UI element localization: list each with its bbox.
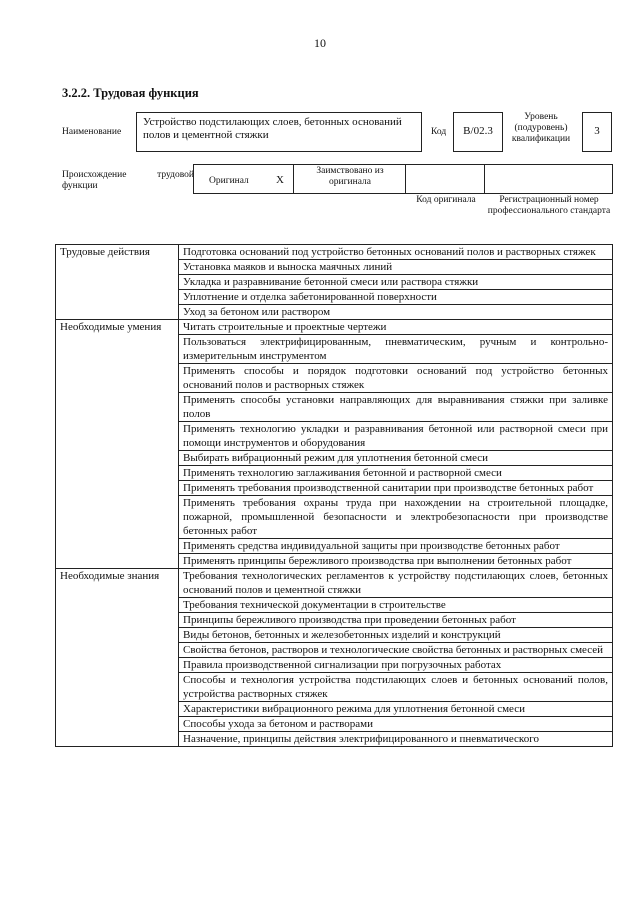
table-cell: Уход за бетоном или раствором	[179, 305, 613, 320]
table-cell: Выбирать вибрационный режим для уплотнения бетонной смеси	[179, 451, 613, 466]
table-cell: Применять технологию заглаживания бетонной и растворной смеси	[179, 466, 613, 481]
table-cell: Применять требования производственной санитарии при производстве бетонных работ	[179, 481, 613, 496]
origin-label: Происхождение трудовой функции	[62, 170, 194, 191]
table-cell: Принципы бережливого производства при проведении бетонных работ	[179, 613, 613, 628]
borrowed-label: Заимствовано из оригинала	[316, 166, 384, 187]
code-value: B/02.3	[453, 112, 503, 152]
table-cell: Виды бетонов, бетонных и железобетонных изделий и конструкций	[179, 628, 613, 643]
level-label: Уровень (подуровень) квалификации	[511, 112, 571, 144]
level-value: 3	[582, 112, 612, 152]
table-cell: Характеристики вибрационного режима для уплотнения бетонной смеси	[179, 702, 613, 717]
table-row	[56, 569, 613, 598]
origin-divider	[484, 164, 485, 194]
table-row	[56, 320, 613, 335]
original-label: Оригинал	[209, 176, 249, 186]
table-row	[56, 245, 613, 260]
table-cell: Требования технологических регламентов к устройству подстилающих слоев, бетонных оснований полов и цементной стяжки	[179, 569, 613, 598]
code-original-label: Код оригинала	[416, 195, 476, 205]
table-cell: Свойства бетонов, растворов и технологические свойства бетонных и растворных смесей	[179, 643, 613, 658]
origin-divider	[293, 164, 294, 194]
name-value: Устройство подстилающих слоев, бетонных оснований полов и цементной стяжки	[136, 112, 422, 152]
category-cell: Трудовые действия	[56, 245, 179, 320]
table-cell: Применять принципы бережливого производства при выполнении бетонных работ	[179, 554, 613, 569]
table-cell: Укладка и разравнивание бетонной смеси или раствора стяжки	[179, 275, 613, 290]
name-label: Наименование	[62, 127, 122, 137]
function-table	[55, 244, 613, 747]
code-label: Код	[431, 127, 447, 137]
table-cell: Способы и технология устройства подстилающих слоев и бетонных оснований полов, устройства растворных стяжек	[179, 673, 613, 702]
table-cell: Уплотнение и отделка забетонированной поверхности	[179, 290, 613, 305]
table-cell: Требования технической документации в строительстве	[179, 598, 613, 613]
table-cell: Применять средства индивидуальной защиты при производстве бетонных работ	[179, 539, 613, 554]
origin-divider	[405, 164, 406, 194]
reg-number-label: Регистрационный номер профессионального стандарта	[487, 195, 611, 216]
table-cell: Пользоваться электрифицированным, пневматическим, ручным и контрольно-измерительным инструментом	[179, 335, 613, 364]
category-cell: Необходимые умения	[56, 320, 179, 569]
table-cell: Установка маяков и выноска маячных линий	[179, 260, 613, 275]
table-cell: Назначение, принципы действия электрифицированного и пневматического	[179, 732, 613, 747]
table-cell: Применять технологию укладки и разравнивания бетонной или растворной смеси при помощи инструментов и оборудования	[179, 422, 613, 451]
page-number: 10	[314, 36, 326, 50]
table-cell: Применять способы установки направляющих для выравнивания стяжки при заливке полов	[179, 393, 613, 422]
table-cell: Способы ухода за бетоном и растворами	[179, 717, 613, 732]
table-cell: Подготовка оснований под устройство бетонных оснований полов и растворных стяжек	[179, 245, 613, 260]
category-cell: Необходимые знания	[56, 569, 179, 747]
table-cell: Читать строительные и проектные чертежи	[179, 320, 613, 335]
section-heading: 3.2.2. Трудовая функция	[62, 86, 199, 100]
table-cell: Правила производственной сигнализации при погрузочных работах	[179, 658, 613, 673]
original-mark: X	[276, 174, 284, 186]
table-cell: Применять требования охраны труда при нахождении на строительной площадке, пожарной, промышленной безопасности и электробезопасности при производстве бетонных работ	[179, 496, 613, 539]
table-cell: Применять способы и порядок подготовки оснований под устройство бетонных оснований полов и растворных стяжек	[179, 364, 613, 393]
